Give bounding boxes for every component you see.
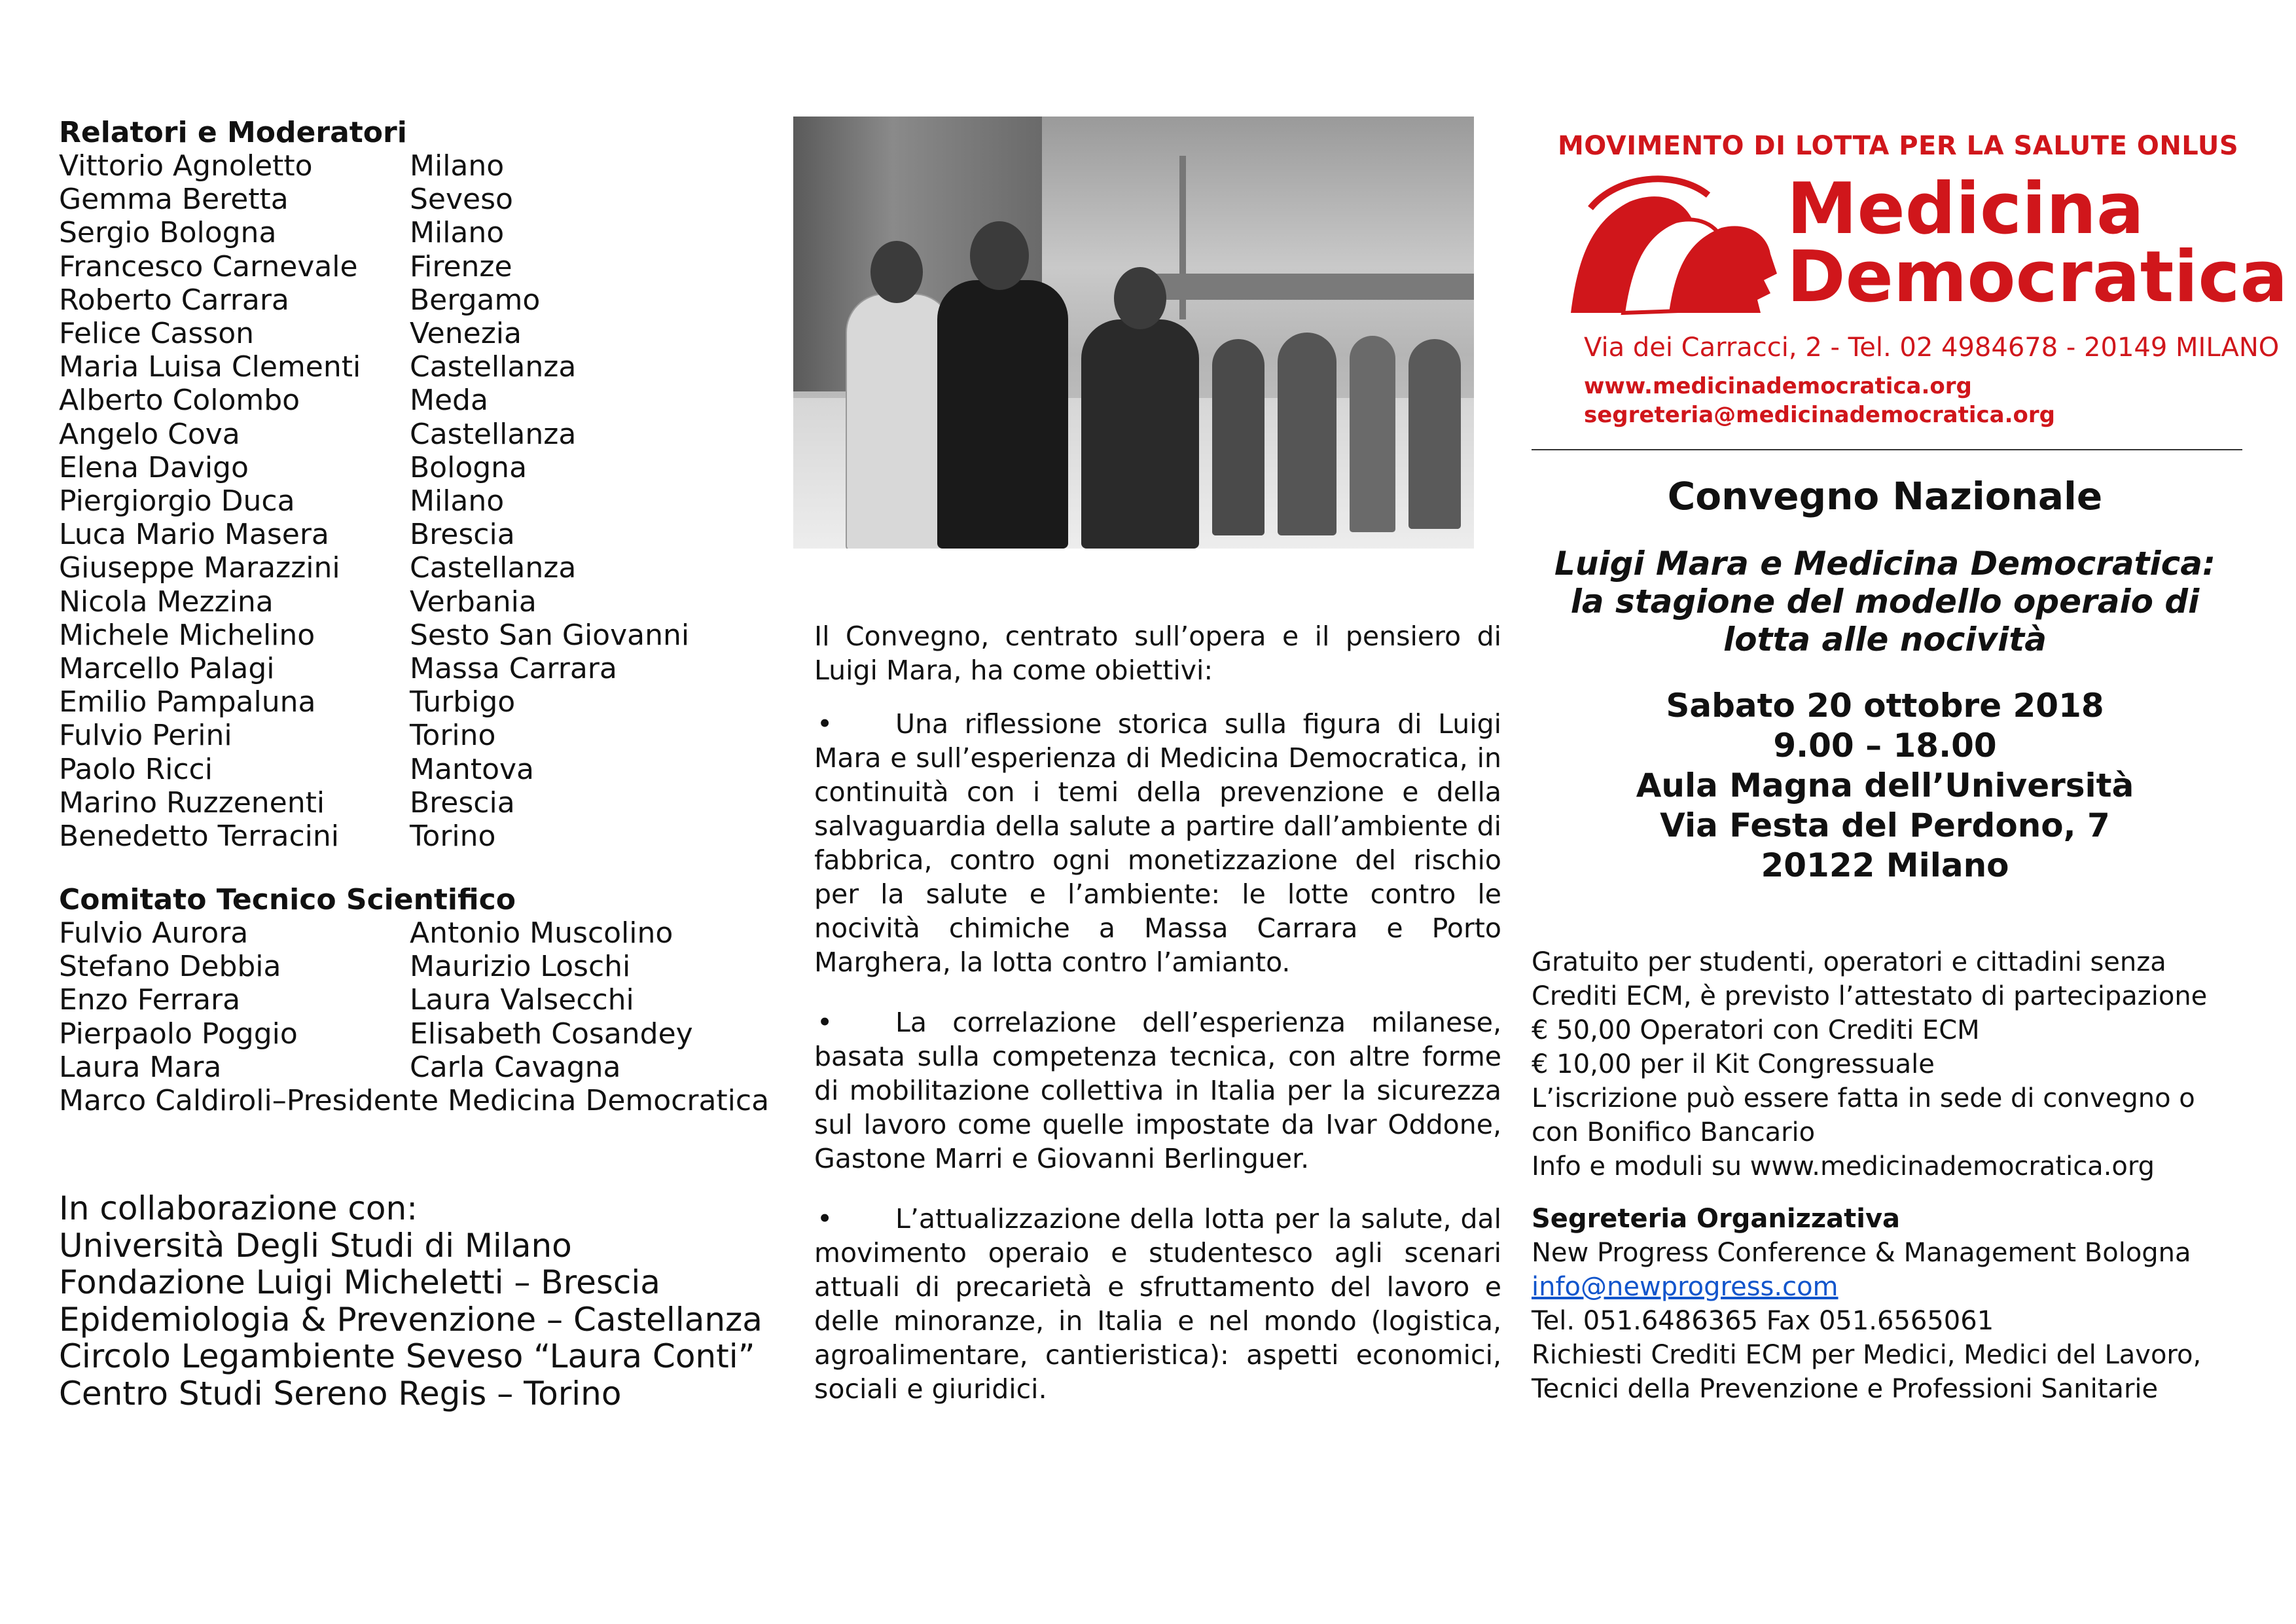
comitato-heading: Comitato Tecnico Scientifico — [59, 883, 516, 916]
info-line: Crediti ECM, è previsto l’attestato di partecipazione — [1532, 981, 2208, 1011]
logo-tagline: MOVIMENTO DI LOTTA PER LA SALUTE ONLUS — [1558, 131, 2239, 161]
logo-name-line1: Medicina — [1787, 168, 2144, 250]
relatore-city: Massa Carrara — [410, 652, 617, 686]
relatore-city: Bologna — [410, 450, 528, 484]
collab-item: Epidemiologia & Prevenzione – Castellanza — [59, 1300, 762, 1339]
segreteria-heading: Segreteria Organizzativa — [1532, 1204, 1901, 1234]
objective-text: L’attualizzazione della lotta per la salute, dal movimento operaio e studentesco agli scenari attuali di precarietà e sfruttamento del lavoro e delle minoranze, in Italia e nel mondo (logistica, agroalimentare, cantieristica): aspetti economici, sociali e giuridici. — [814, 1203, 1501, 1405]
info-line: Gratuito per studenti, operatori e cittadini senza — [1532, 947, 2166, 977]
ecm-info — [1532, 1338, 2251, 1406]
relatore-city: Castellanza — [410, 350, 577, 384]
logo-name-line2: Democratica — [1787, 236, 2288, 318]
relatore-name: Piergiorgio Duca — [59, 484, 295, 518]
relatore-name: Alberto Colombo — [59, 384, 300, 418]
segreteria-org: New Progress Conference & Management Bologna — [1532, 1238, 2191, 1268]
relatore-city: Brescia — [410, 785, 515, 820]
collab-item: Fondazione Luigi Micheletti – Brescia — [59, 1263, 660, 1301]
logo-address: Via dei Carracci, 2 - Tel. 02 4984678 - 20149 MILANO — [1584, 333, 2280, 363]
date-venue-line: 20122 Milano — [1761, 846, 2009, 884]
collab-item: Centro Studi Sereno Regis – Torino — [59, 1374, 622, 1413]
relatore-name: Marino Ruzzenenti — [59, 785, 325, 820]
relatore-name: Michele Michelino — [59, 618, 315, 652]
segreteria-tel: Tel. 051.6486365 Fax 051.6565061 — [1532, 1306, 1994, 1336]
collab-heading: In collaborazione con: — [59, 1189, 418, 1227]
medicina-democratica-logo — [1558, 117, 2288, 444]
relatore-name: Roberto Carrara — [59, 283, 289, 317]
collab-section — [59, 1190, 762, 1412]
bullet-dot: • — [817, 708, 833, 740]
logo-profiles-icon — [1564, 169, 1780, 319]
relatore-name: Vittorio Agnoletto — [59, 149, 313, 183]
relatori-heading: Relatori e Moderatori — [59, 116, 407, 149]
relatore-name: Sergio Bologna — [59, 216, 277, 250]
relatore-city: Seveso — [410, 183, 513, 217]
info-line: € 50,00 Operatori con Crediti ECM — [1532, 1015, 1980, 1045]
relatore-city: Firenze — [410, 249, 512, 283]
relatore-city: Turbigo — [410, 685, 516, 719]
comitato-member: Enzo Ferrara — [59, 983, 241, 1017]
relatore-name: Nicola Mezzina — [59, 585, 274, 619]
comitato-member: Laura Valsecchi — [410, 983, 634, 1017]
comitato-member: Elisabeth Cosandey — [410, 1017, 693, 1051]
subtitle-line: lotta alle nocività — [1723, 621, 2047, 659]
date-venue-line: Sabato 20 ottobre 2018 — [1666, 687, 2104, 725]
relatore-name: Paolo Ricci — [59, 752, 213, 786]
info-line: con Bonifico Bancario — [1532, 1117, 1816, 1147]
relatore-name: Angelo Cova — [59, 417, 240, 451]
relatore-city: Milano — [410, 484, 505, 518]
relatore-city: Bergamo — [410, 283, 541, 317]
relatore-city: Venezia — [410, 317, 522, 351]
logo-web: www.medicinademocratica.org — [1584, 373, 1972, 399]
relatore-city: Verbania — [410, 585, 537, 619]
comitato-member: Fulvio Aurora — [59, 916, 249, 950]
registration-info — [1532, 945, 2251, 1183]
relatore-city: Sesto San Giovanni — [410, 618, 690, 652]
comitato-section — [59, 884, 779, 1117]
logo-email: segreteria@medicinademocratica.org — [1584, 402, 2056, 428]
relatore-name: Marcello Palagi — [59, 652, 275, 686]
objectives-list — [814, 707, 1501, 1406]
historical-photo — [793, 117, 1474, 549]
relatore-city: Castellanza — [410, 417, 577, 451]
bullet-dot: • — [817, 1203, 833, 1235]
relatore-name: Luca Mario Masera — [59, 518, 329, 552]
ecm-line: Richiesti Crediti ECM per Medici, Medici del Lavoro, — [1532, 1340, 2202, 1370]
objective-item — [814, 1005, 1501, 1176]
segreteria-email-link[interactable]: info@newprogress.com — [1532, 1272, 1839, 1302]
relatore-name: Fulvio Perini — [59, 719, 232, 753]
date-venue-line: Via Festa del Perdono, 7 — [1660, 806, 2110, 844]
presidente-line: Marco Caldiroli–Presidente Medicina Democratica — [59, 1084, 770, 1118]
relatore-city: Meda — [410, 384, 488, 418]
relatore-city: Torino — [410, 820, 496, 854]
comitato-member: Pierpaolo Poggio — [59, 1017, 298, 1051]
relatori-list — [59, 149, 766, 853]
subtitle-line: Luigi Mara e Medicina Democratica: — [1554, 545, 2215, 583]
divider — [1532, 449, 2242, 450]
event-title: Convegno Nazionale — [1667, 474, 2103, 518]
comitato-member: Stefano Debbia — [59, 950, 281, 984]
event-date-venue — [1532, 686, 2238, 886]
relatore-city: Castellanza — [410, 551, 577, 585]
bullet-dot: • — [817, 1007, 833, 1038]
info-line: € 10,00 per il Kit Congressuale — [1532, 1049, 1935, 1079]
relatore-name: Francesco Carnevale — [59, 249, 358, 283]
objective-item — [814, 707, 1501, 979]
relatore-name: Maria Luisa Clementi — [59, 350, 361, 384]
relatore-city: Milano — [410, 149, 505, 183]
event-subtitle — [1532, 545, 2238, 659]
relatore-name: Elena Davigo — [59, 450, 249, 484]
relatore-name: Giuseppe Marazzini — [59, 551, 340, 585]
relatore-name: Emilio Pampaluna — [59, 685, 316, 719]
info-line: Info e moduli su www.medicinademocratica.org — [1532, 1151, 2155, 1182]
info-line: L’iscrizione può essere fatta in sede di convegno o — [1532, 1083, 2195, 1113]
ecm-line: Tecnici della Prevenzione e Professioni Sanitarie — [1532, 1374, 2159, 1404]
collab-item: Università Degli Studi di Milano — [59, 1226, 572, 1265]
comitato-member: Antonio Muscolino — [410, 916, 673, 950]
relatore-city: Milano — [410, 216, 505, 250]
relatore-city: Brescia — [410, 518, 515, 552]
relatore-city: Torino — [410, 719, 496, 753]
comitato-member: Carla Cavagna — [410, 1050, 621, 1084]
comitato-list — [59, 916, 779, 1084]
objectives-block — [814, 619, 1501, 1406]
event-title-block — [1532, 474, 2238, 886]
comitato-member: Laura Mara — [59, 1050, 222, 1084]
comitato-member: Maurizio Loschi — [410, 950, 631, 984]
relatore-city: Mantova — [410, 752, 534, 786]
objective-text: Una riflessione storica sulla figura di Luigi Mara e sull’esperienza di Medicina Democratica, in continuità con i temi della prevenzione e della salvaguardia della salute a partire dall’ambiente di fabbrica, contro ogni monetizzazione del rischio per la salute e l’ambiente: le lotte contro le nocività chimiche a Massa Carrara e Porto Marghera, la lotta contro l’amianto. — [814, 708, 1501, 978]
objective-text: La correlazione dell’esperienza milanese, basata sulla competenza tecnica, con altre forme di mobilitazione collettiva in Italia per la sicurezza sul lavoro come quelle impostate da Ivar Oddone, Gastone Marri e Giovanni Berlinguer. — [814, 1007, 1501, 1174]
collab-list — [59, 1227, 762, 1413]
relatore-name: Gemma Beretta — [59, 183, 289, 217]
subtitle-line: la stagione del modello operaio di — [1570, 583, 2200, 621]
relatori-section — [59, 117, 766, 853]
date-venue-line: Aula Magna dell’Università — [1636, 767, 2134, 804]
relatore-name: Benedetto Terracini — [59, 820, 339, 854]
objective-item — [814, 1202, 1501, 1406]
date-venue-line: 9.00 – 18.00 — [1773, 727, 1997, 765]
info-block — [1532, 945, 2251, 1406]
collab-item: Circolo Legambiente Seveso “Laura Conti” — [59, 1337, 755, 1375]
relatore-name: Felice Casson — [59, 317, 255, 351]
intro-text: Il Convegno, centrato sull’opera e il pensiero di Luigi Mara, ha come obiettivi: — [814, 621, 1501, 686]
